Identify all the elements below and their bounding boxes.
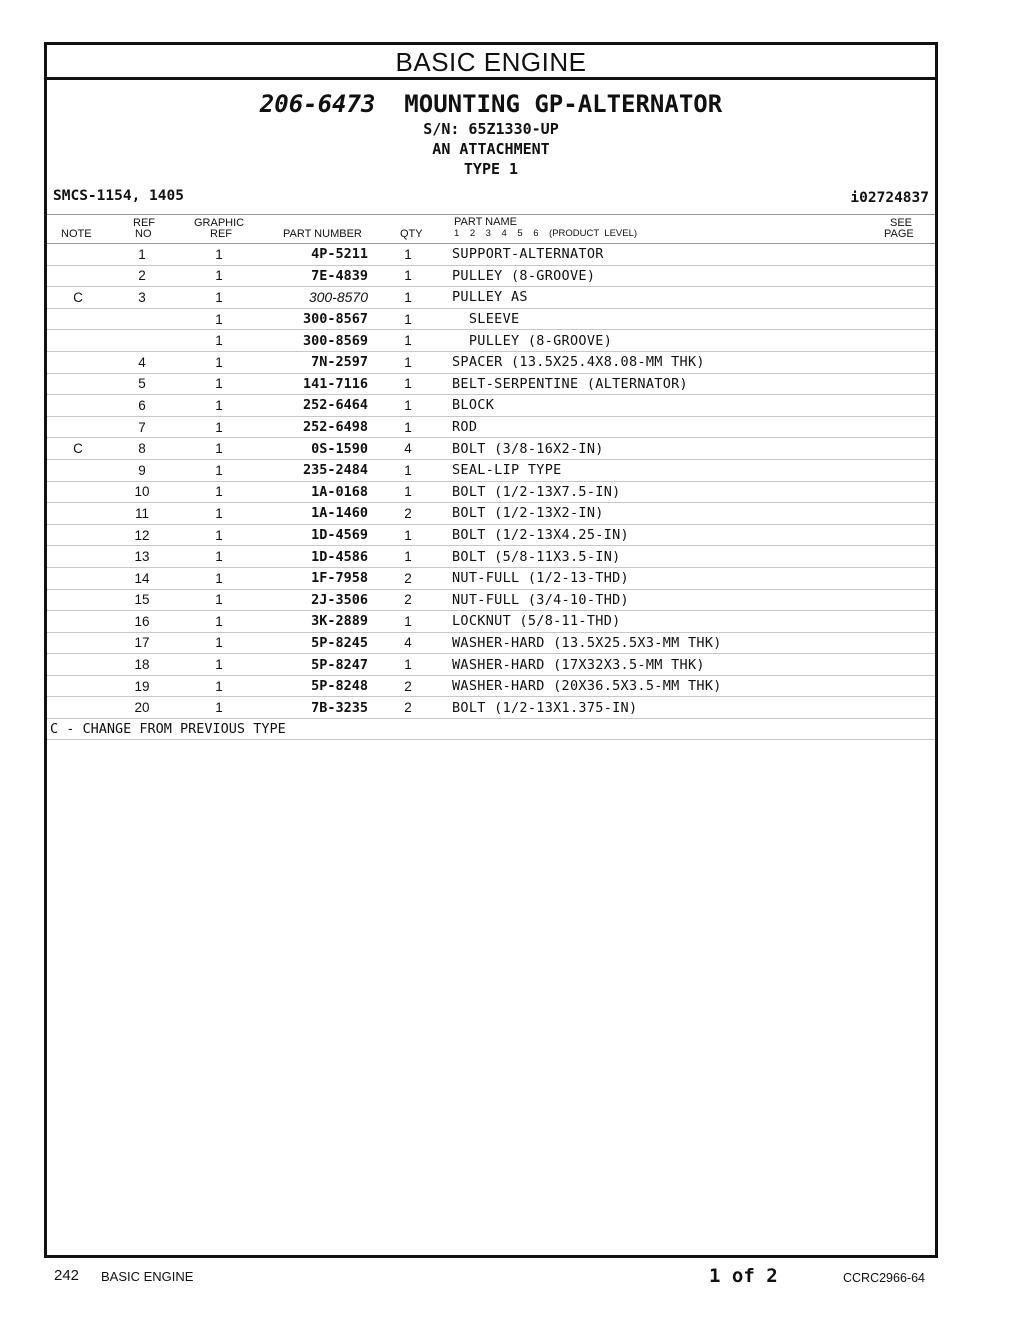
row-graphic-ref: 1 bbox=[175, 524, 263, 546]
row-see-page bbox=[875, 373, 935, 395]
row-qty: 1 bbox=[368, 373, 448, 395]
row-graphic-ref: 1 bbox=[175, 459, 263, 481]
row-part-number: 1D-4586 bbox=[263, 546, 368, 568]
group-name: MOUNTING GP-ALTERNATOR bbox=[404, 90, 723, 118]
row-ref-no: 5 bbox=[109, 373, 175, 395]
row-ref-no: 10 bbox=[109, 481, 175, 503]
row-qty: 1 bbox=[368, 416, 448, 438]
footer-section: BASIC ENGINE bbox=[101, 1269, 194, 1284]
table-row bbox=[47, 438, 935, 460]
row-qty: 1 bbox=[368, 308, 448, 330]
row-see-page bbox=[875, 546, 935, 568]
table-row bbox=[47, 546, 935, 568]
row-graphic-ref: 1 bbox=[175, 330, 263, 352]
row-note bbox=[47, 351, 109, 373]
row-qty: 2 bbox=[368, 697, 448, 719]
row-note bbox=[47, 330, 109, 352]
row-see-page bbox=[875, 697, 935, 719]
row-note bbox=[47, 373, 109, 395]
row-part-number: 300-8567 bbox=[263, 308, 368, 330]
table-row bbox=[47, 611, 935, 633]
row-graphic-ref: 1 bbox=[175, 632, 263, 654]
row-qty: 1 bbox=[368, 265, 448, 287]
row-note bbox=[47, 395, 109, 417]
col-ref-bottom: NO bbox=[135, 228, 152, 240]
row-ref-no bbox=[109, 308, 175, 330]
row-see-page bbox=[875, 481, 935, 503]
table-row bbox=[47, 589, 935, 611]
row-part-number: 252-6464 bbox=[263, 395, 368, 417]
row-part-number: 5P-8248 bbox=[263, 675, 368, 697]
col-graphic-top: GRAPHIC bbox=[194, 217, 245, 229]
row-qty: 1 bbox=[368, 611, 448, 633]
row-qty: 1 bbox=[368, 330, 448, 352]
row-ref-no: 19 bbox=[109, 675, 175, 697]
page-of-count: 1 of 2 bbox=[709, 1265, 778, 1287]
row-part-name: WASHER-HARD (17X32X3.5-MM THK) bbox=[448, 654, 875, 676]
row-note bbox=[47, 632, 109, 654]
col-product-levels: 1 2 3 4 5 6 (PRODUCT LEVEL) bbox=[454, 228, 638, 239]
table-row bbox=[47, 330, 935, 352]
row-note: C bbox=[47, 438, 109, 460]
row-see-page bbox=[875, 438, 935, 460]
row-qty: 2 bbox=[368, 675, 448, 697]
row-part-number: 1D-4569 bbox=[263, 524, 368, 546]
row-qty: 4 bbox=[368, 438, 448, 460]
row-qty: 1 bbox=[368, 351, 448, 373]
row-graphic-ref: 1 bbox=[175, 675, 263, 697]
table-row bbox=[47, 632, 935, 654]
row-part-number: 2J-3506 bbox=[263, 589, 368, 611]
row-graphic-ref: 1 bbox=[175, 567, 263, 589]
row-ref-no: 1 bbox=[109, 244, 175, 265]
row-part-number: 7E-4839 bbox=[263, 265, 368, 287]
row-part-number: 1F-7958 bbox=[263, 567, 368, 589]
row-see-page bbox=[875, 287, 935, 309]
row-part-name: SEAL-LIP TYPE bbox=[448, 459, 875, 481]
table-row bbox=[47, 244, 935, 265]
row-see-page bbox=[875, 611, 935, 633]
col-see-bottom: PAGE bbox=[884, 228, 914, 240]
row-qty: 1 bbox=[368, 395, 448, 417]
row-see-page bbox=[875, 416, 935, 438]
table-row bbox=[47, 308, 935, 330]
row-note bbox=[47, 524, 109, 546]
row-note bbox=[47, 675, 109, 697]
row-graphic-ref: 1 bbox=[175, 395, 263, 417]
row-qty: 1 bbox=[368, 524, 448, 546]
row-ref-no: 4 bbox=[109, 351, 175, 373]
row-graphic-ref: 1 bbox=[175, 265, 263, 287]
row-ref-no: 14 bbox=[109, 567, 175, 589]
group-heading bbox=[47, 80, 935, 215]
row-note bbox=[47, 503, 109, 525]
row-part-name: BOLT (1/2-13X1.375-IN) bbox=[448, 697, 875, 719]
row-see-page bbox=[875, 395, 935, 417]
row-part-name: PULLEY AS bbox=[448, 287, 875, 309]
row-part-name: BOLT (3/8-16X2-IN) bbox=[448, 438, 875, 460]
row-part-name: WASHER-HARD (20X36.5X3.5-MM THK) bbox=[448, 675, 875, 697]
table-row bbox=[47, 416, 935, 438]
table-row bbox=[47, 459, 935, 481]
row-part-number: 1A-1460 bbox=[263, 503, 368, 525]
row-note bbox=[47, 654, 109, 676]
col-see-top: SEE bbox=[890, 217, 913, 229]
group-title bbox=[47, 90, 935, 118]
parts-page-frame bbox=[44, 42, 938, 1258]
serial-range: S/N: 65Z1330-UP bbox=[423, 120, 559, 138]
row-qty: 2 bbox=[368, 503, 448, 525]
row-see-page bbox=[875, 654, 935, 676]
row-part-number: 5P-8245 bbox=[263, 632, 368, 654]
row-part-number: 0S-1590 bbox=[263, 438, 368, 460]
row-note bbox=[47, 546, 109, 568]
section-title: BASIC ENGINE bbox=[47, 45, 935, 80]
row-graphic-ref: 1 bbox=[175, 481, 263, 503]
row-part-name: WASHER-HARD (13.5X25.5X3-MM THK) bbox=[448, 632, 875, 654]
attachment-label: AN ATTACHMENT bbox=[432, 140, 550, 158]
row-ref-no: 13 bbox=[109, 546, 175, 568]
table-row bbox=[47, 567, 935, 589]
col-note: NOTE bbox=[61, 228, 92, 240]
row-part-number: 300-8569 bbox=[263, 330, 368, 352]
row-note bbox=[47, 697, 109, 719]
row-graphic-ref: 1 bbox=[175, 546, 263, 568]
row-graphic-ref: 1 bbox=[175, 438, 263, 460]
row-see-page bbox=[875, 567, 935, 589]
row-see-page bbox=[875, 589, 935, 611]
row-ref-no: 8 bbox=[109, 438, 175, 460]
table-row bbox=[47, 481, 935, 503]
row-part-name: BOLT (1/2-13X7.5-IN) bbox=[448, 481, 875, 503]
row-note bbox=[47, 589, 109, 611]
row-ref-no: 2 bbox=[109, 265, 175, 287]
row-ref-no: 3 bbox=[109, 287, 175, 309]
row-note bbox=[47, 567, 109, 589]
row-note bbox=[47, 416, 109, 438]
row-graphic-ref: 1 bbox=[175, 373, 263, 395]
row-part-name: BLOCK bbox=[448, 395, 875, 417]
col-part-name: PART NAME bbox=[454, 216, 517, 228]
table-row bbox=[47, 697, 935, 719]
table-row bbox=[47, 287, 935, 309]
row-see-page bbox=[875, 351, 935, 373]
col-qty: QTY bbox=[400, 228, 423, 240]
row-part-number: 235-2484 bbox=[263, 459, 368, 481]
column-headers bbox=[47, 215, 935, 244]
row-part-name: PULLEY (8-GROOVE) bbox=[448, 265, 875, 287]
row-note bbox=[47, 308, 109, 330]
row-graphic-ref: 1 bbox=[175, 654, 263, 676]
row-note: C bbox=[47, 287, 109, 309]
row-see-page bbox=[875, 244, 935, 265]
row-part-name: SLEEVE bbox=[448, 308, 875, 330]
row-note bbox=[47, 611, 109, 633]
row-graphic-ref: 1 bbox=[175, 287, 263, 309]
row-ref-no: 12 bbox=[109, 524, 175, 546]
row-note bbox=[47, 459, 109, 481]
row-graphic-ref: 1 bbox=[175, 611, 263, 633]
row-ref-no: 17 bbox=[109, 632, 175, 654]
row-part-name: SUPPORT-ALTERNATOR bbox=[448, 244, 875, 265]
row-ref-no: 9 bbox=[109, 459, 175, 481]
parts-table bbox=[47, 244, 935, 740]
row-part-name: SPACER (13.5X25.4X8.08-MM THK) bbox=[448, 351, 875, 373]
illustration-id: i02724837 bbox=[850, 190, 929, 206]
row-ref-no: 7 bbox=[109, 416, 175, 438]
row-graphic-ref: 1 bbox=[175, 589, 263, 611]
table-row bbox=[47, 524, 935, 546]
row-graphic-ref: 1 bbox=[175, 308, 263, 330]
row-see-page bbox=[875, 503, 935, 525]
row-see-page bbox=[875, 265, 935, 287]
row-see-page bbox=[875, 459, 935, 481]
smcs-codes: SMCS-1154, 1405 bbox=[53, 188, 184, 204]
row-graphic-ref: 1 bbox=[175, 416, 263, 438]
row-see-page bbox=[875, 632, 935, 654]
row-graphic-ref: 1 bbox=[175, 697, 263, 719]
col-ref-top: REF bbox=[133, 217, 155, 229]
row-ref-no: 16 bbox=[109, 611, 175, 633]
row-qty: 2 bbox=[368, 567, 448, 589]
row-part-name: NUT-FULL (3/4-10-THD) bbox=[448, 589, 875, 611]
page-number: 242 bbox=[54, 1267, 80, 1284]
row-ref-no: 11 bbox=[109, 503, 175, 525]
row-part-name: BOLT (1/2-13X2-IN) bbox=[448, 503, 875, 525]
row-part-number: 3K-2889 bbox=[263, 611, 368, 633]
row-part-name: BOLT (1/2-13X4.25-IN) bbox=[448, 524, 875, 546]
row-note bbox=[47, 244, 109, 265]
row-qty: 1 bbox=[368, 244, 448, 265]
row-note bbox=[47, 265, 109, 287]
row-qty: 2 bbox=[368, 589, 448, 611]
col-graphic-bottom: REF bbox=[210, 228, 232, 240]
row-part-number: 7N-2597 bbox=[263, 351, 368, 373]
table-row bbox=[47, 265, 935, 287]
row-part-name: PULLEY (8-GROOVE) bbox=[448, 330, 875, 352]
row-ref-no: 15 bbox=[109, 589, 175, 611]
row-part-name: BELT-SERPENTINE (ALTERNATOR) bbox=[448, 373, 875, 395]
row-part-name: LOCKNUT (5/8-11-THD) bbox=[448, 611, 875, 633]
document-code: CCRC2966-64 bbox=[843, 1271, 925, 1285]
row-note bbox=[47, 481, 109, 503]
row-qty: 1 bbox=[368, 287, 448, 309]
row-part-number: 252-6498 bbox=[263, 416, 368, 438]
table-row bbox=[47, 503, 935, 525]
row-see-page bbox=[875, 524, 935, 546]
row-graphic-ref: 1 bbox=[175, 503, 263, 525]
row-graphic-ref: 1 bbox=[175, 351, 263, 373]
row-part-name: NUT-FULL (1/2-13-THD) bbox=[448, 567, 875, 589]
row-qty: 1 bbox=[368, 459, 448, 481]
row-ref-no: 6 bbox=[109, 395, 175, 417]
row-qty: 1 bbox=[368, 654, 448, 676]
col-part-number: PART NUMBER bbox=[283, 228, 362, 240]
row-part-number: 141-7116 bbox=[263, 373, 368, 395]
row-part-name: BOLT (5/8-11X3.5-IN) bbox=[448, 546, 875, 568]
footnote: C - CHANGE FROM PREVIOUS TYPE bbox=[47, 719, 935, 740]
group-number: 206-6473 bbox=[259, 90, 376, 118]
footnote-row bbox=[47, 719, 935, 740]
row-part-name: ROD bbox=[448, 416, 875, 438]
row-part-number: 7B-3235 bbox=[263, 697, 368, 719]
table-row bbox=[47, 675, 935, 697]
row-see-page bbox=[875, 308, 935, 330]
row-graphic-ref: 1 bbox=[175, 244, 263, 265]
table-row bbox=[47, 654, 935, 676]
table-row bbox=[47, 351, 935, 373]
table-row bbox=[47, 395, 935, 417]
row-see-page bbox=[875, 675, 935, 697]
row-part-number: 5P-8247 bbox=[263, 654, 368, 676]
row-qty: 1 bbox=[368, 481, 448, 503]
row-part-number: 4P-5211 bbox=[263, 244, 368, 265]
table-row bbox=[47, 373, 935, 395]
row-part-number: 300-8570 bbox=[263, 287, 368, 309]
row-qty: 1 bbox=[368, 546, 448, 568]
row-ref-no: 20 bbox=[109, 697, 175, 719]
row-qty: 4 bbox=[368, 632, 448, 654]
type-label: TYPE 1 bbox=[463, 160, 519, 178]
row-ref-no bbox=[109, 330, 175, 352]
row-part-number: 1A-0168 bbox=[263, 481, 368, 503]
row-see-page bbox=[875, 330, 935, 352]
row-ref-no: 18 bbox=[109, 654, 175, 676]
